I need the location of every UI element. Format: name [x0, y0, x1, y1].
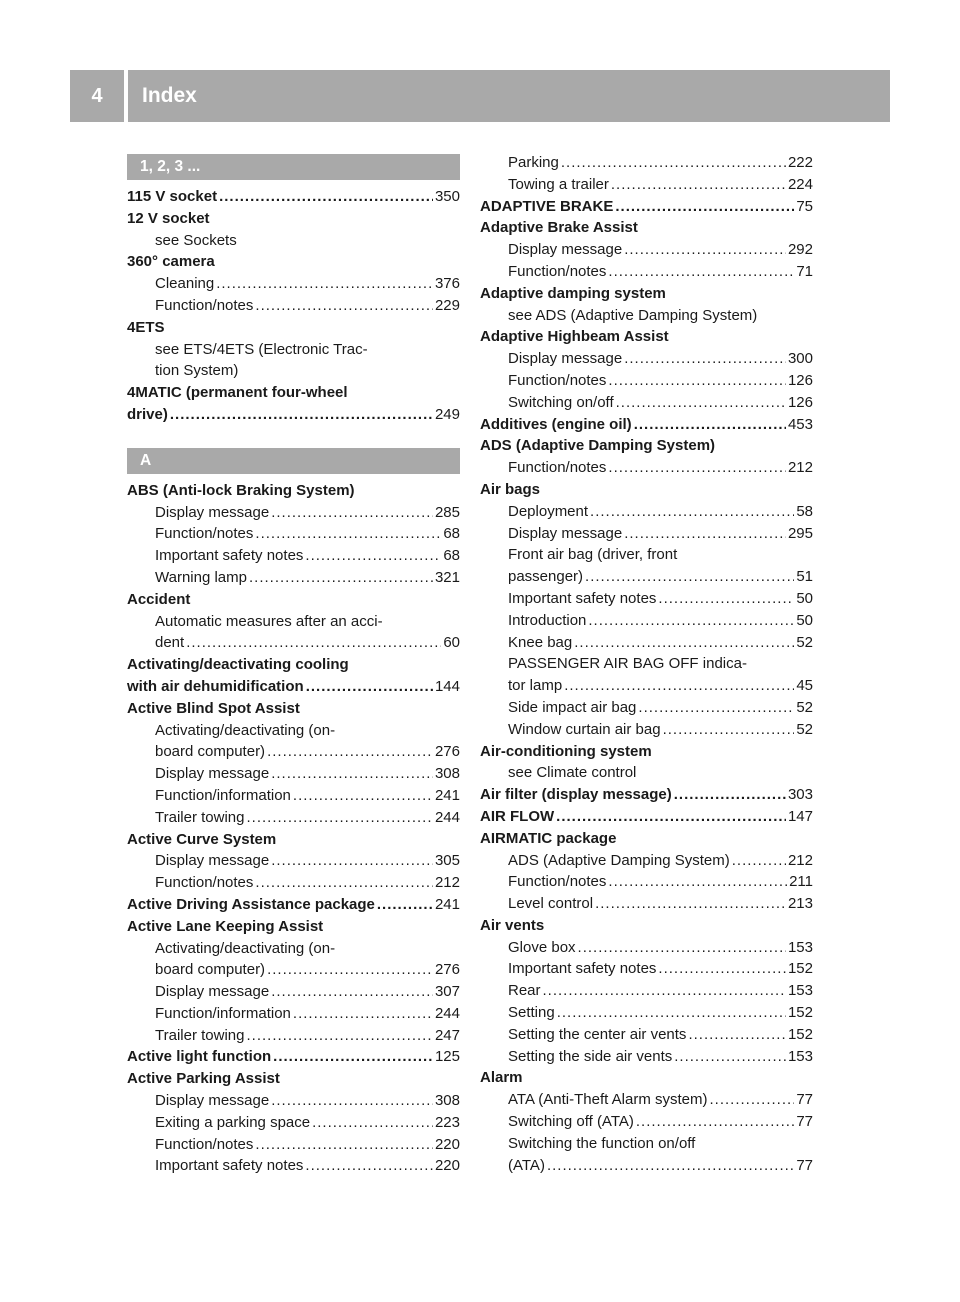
index-subentry[interactable]: Important safety notes ..... 220 [127, 1155, 460, 1177]
index-entry: ABS (Anti-lock Braking System) [127, 481, 355, 499]
index-subentry[interactable]: Parking ..... 222 [480, 152, 813, 174]
index-subentry[interactable]: Activating/deactivating (on- [155, 939, 336, 957]
index-subentry[interactable]: Display message ..... 300 [480, 348, 813, 370]
section-header-a: A [127, 448, 460, 474]
index-subentry[interactable]: Display message ..... 285 [127, 502, 460, 524]
index-subentry[interactable]: Front air bag (driver, front [508, 546, 678, 564]
index-subentry[interactable]: Display message ..... 308 [127, 763, 460, 785]
index-subentry[interactable]: Display message ..... 292 [480, 239, 813, 261]
index-entry[interactable]: AIR FLOW ..... 147 [480, 806, 813, 828]
index-subentry[interactable]: Display message ..... 295 [480, 523, 813, 545]
index-subentry[interactable]: Function/notes ..... 229 [127, 295, 460, 317]
index-subentry[interactable]: Activating/deactivating (on- [155, 721, 336, 739]
index-entry[interactable]: Additives (engine oil) ..... 453 [480, 414, 813, 436]
index-subentry[interactable]: Function/information ..... 241 [127, 785, 460, 807]
index-subentry[interactable]: dent ..... 60 [127, 632, 460, 654]
index-subentry[interactable]: Warning lamp ..... 321 [127, 567, 460, 589]
index-subentry[interactable]: Window curtain air bag ..... 52 [480, 719, 813, 741]
header-divider [124, 70, 128, 122]
index-subentry[interactable]: Introduction ..... 50 [480, 610, 813, 632]
index-subentry[interactable]: Side impact air bag ..... 52 [480, 697, 813, 719]
index-subentry[interactable]: Setting ..... 152 [480, 1002, 813, 1024]
index-subentry[interactable]: tion System) [155, 362, 239, 380]
index-subentry[interactable]: Function/notes ..... 68 [127, 523, 460, 545]
index-entry[interactable]: 115 V socket ..... 350 [127, 186, 460, 208]
index-subentry[interactable]: see Climate control [508, 764, 637, 782]
index-entry: ADS (Adaptive Damping System) [480, 437, 716, 455]
index-subentry[interactable]: Display message ..... 307 [127, 981, 460, 1003]
index-subentry[interactable]: Setting the center air vents ..... 152 [480, 1024, 813, 1046]
index-subentry[interactable]: Function/notes ..... 126 [480, 370, 813, 392]
index-subentry[interactable]: Switching on/off ..... 126 [480, 392, 813, 414]
index-subentry[interactable]: Towing a trailer ..... 224 [480, 174, 813, 196]
index-subentry[interactable]: Knee bag ..... 52 [480, 632, 813, 654]
index-subentry[interactable]: Display message ..... 305 [127, 850, 460, 872]
index-subentry[interactable]: see ADS (Adaptive Damping System) [508, 306, 758, 324]
index-subentry[interactable]: Important safety notes ..... 50 [480, 588, 813, 610]
index-subentry[interactable]: Function/notes ..... 212 [480, 457, 813, 479]
index-subentry[interactable]: Function/notes ..... 220 [127, 1134, 460, 1156]
index-entry[interactable]: Air filter (display message) ..... 303 [480, 784, 813, 806]
index-entry: Adaptive Highbeam Assist [480, 328, 669, 346]
index-entry[interactable]: with air dehumidification ..... 144 [127, 676, 460, 698]
index-subentry[interactable]: passenger) ..... 51 [480, 566, 813, 588]
index-subentry[interactable]: board computer) ..... 276 [127, 741, 460, 763]
index-entry: Air bags [480, 480, 541, 498]
index-subentry[interactable]: Glove box ..... 153 [480, 937, 813, 959]
index-subentry[interactable]: Display message ..... 308 [127, 1090, 460, 1112]
index-subentry[interactable]: Function/notes ..... 71 [480, 261, 813, 283]
index-entry: Activating/deactivating cooling [127, 656, 349, 674]
index-entry: Active Parking Assist [127, 1070, 280, 1088]
index-subentry[interactable]: Rear ..... 153 [480, 980, 813, 1002]
index-entry: Air vents [480, 916, 545, 934]
index-subentry[interactable]: Cleaning ..... 376 [127, 273, 460, 295]
index-entry: Air-conditioning system [480, 742, 652, 760]
index-subentry[interactable]: ADS (Adaptive Damping System) ..... 212 [480, 850, 813, 872]
index-entry[interactable]: drive) ..... 249 [127, 404, 460, 426]
index-subentry[interactable]: Exiting a parking space ..... 223 [127, 1112, 460, 1134]
index-entry: 4MATIC (permanent four-wheel [127, 384, 348, 402]
index-subentry[interactable]: Deployment ..... 58 [480, 501, 813, 523]
index-entry: Active Blind Spot Assist [127, 699, 300, 717]
index-entry: 360° camera [127, 253, 215, 271]
index-subentry[interactable]: (ATA) ..... 77 [480, 1155, 813, 1177]
index-entry: 12 V socket [127, 209, 210, 227]
section-header-numbers: 1, 2, 3 ... [127, 154, 460, 180]
index-subentry[interactable]: Switching off (ATA) ..... 77 [480, 1111, 813, 1133]
page-title: Index [142, 84, 197, 107]
index-subentry[interactable]: board computer) ..... 276 [127, 959, 460, 981]
index-subentry[interactable]: Switching the function on/off [508, 1134, 696, 1152]
index-entry: Active Curve System [127, 830, 277, 848]
index-subentry[interactable]: Important safety notes ..... 152 [480, 958, 813, 980]
index-subentry[interactable]: Function/information ..... 244 [127, 1003, 460, 1025]
index-entry: 4ETS [127, 318, 165, 336]
index-entry: Adaptive damping system [480, 284, 666, 302]
index-entry[interactable]: Active Driving Assistance package ..... 241 [127, 894, 460, 916]
index-subentry[interactable]: see Sockets [155, 231, 237, 249]
index-subentry[interactable]: Function/notes ..... 212 [127, 872, 460, 894]
index-subentry[interactable]: Function/notes ..... 211 [480, 871, 813, 893]
index-entry: Adaptive Brake Assist [480, 219, 638, 237]
index-subentry[interactable]: ATA (Anti-Theft Alarm system) ..... 77 [480, 1089, 813, 1111]
index-column-right [480, 152, 813, 1176]
index-subentry[interactable]: Trailer towing ..... 244 [127, 807, 460, 829]
index-subentry[interactable]: PASSENGER AIR BAG OFF indica- [508, 655, 747, 673]
index-entry[interactable]: ADAPTIVE BRAKE ..... 75 [480, 196, 813, 218]
index-entry: Active Lane Keeping Assist [127, 917, 324, 935]
index-column-left [127, 154, 460, 1177]
page-number: 4 [91, 84, 103, 107]
index-entry: Accident [127, 590, 191, 608]
index-entry[interactable]: Active light function ..... 125 [127, 1046, 460, 1068]
index-subentry[interactable]: Important safety notes ..... 68 [127, 545, 460, 567]
index-entry: AIRMATIC package [480, 829, 617, 847]
index-subentry[interactable]: Trailer towing ..... 247 [127, 1025, 460, 1047]
index-subentry[interactable]: see ETS/4ETS (Electronic Trac- [155, 340, 368, 358]
index-subentry[interactable]: Level control ..... 213 [480, 893, 813, 915]
index-subentry[interactable]: tor lamp ..... 45 [480, 675, 813, 697]
index-subentry[interactable]: Setting the side air vents ..... 153 [480, 1046, 813, 1068]
index-subentry[interactable]: Automatic measures after an acci- [155, 612, 383, 630]
index-entry: Alarm [480, 1069, 523, 1087]
